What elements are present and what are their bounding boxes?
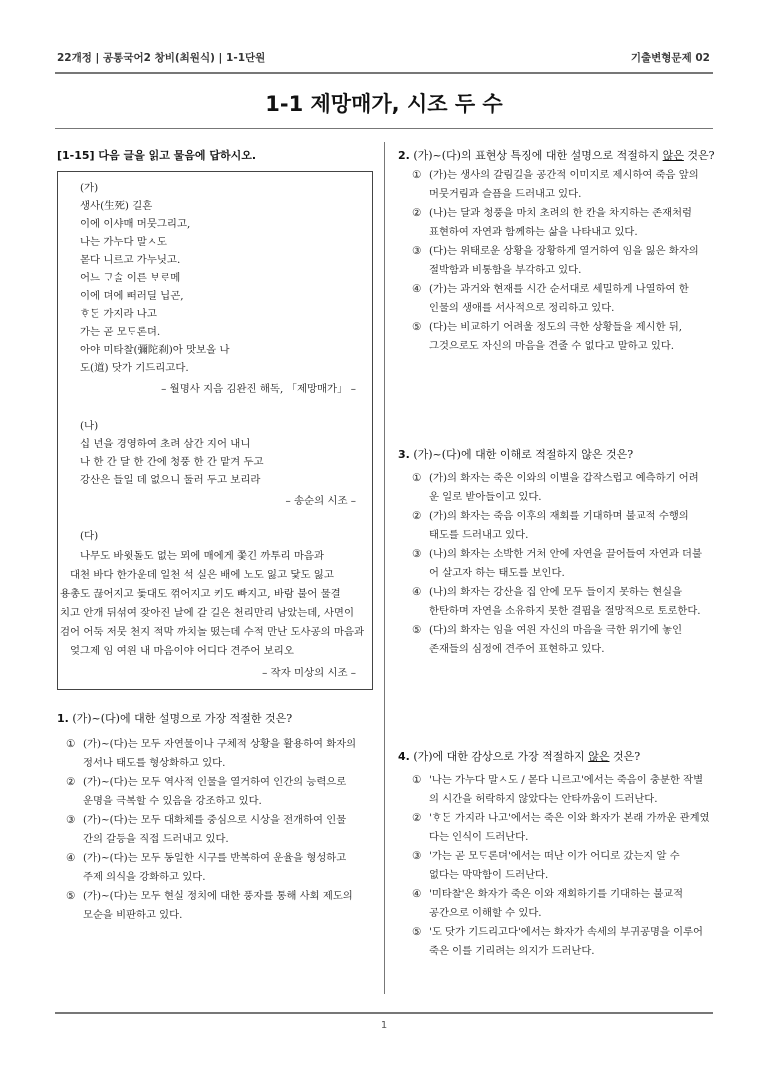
choice-marker: ② — [412, 812, 422, 824]
choice-line: '가는 곧 모ᄃᆞ론뎌'에서는 떠난 이가 어디로 갔는지 알 수 — [429, 850, 680, 862]
choice-marker: ④ — [412, 283, 422, 295]
choice-line: (다)는 위태로운 상황을 장황하게 열거하여 임을 잃은 화자의 — [429, 245, 699, 257]
passage-da-line: 대천 바다 한가운데 일천 석 실은 배에 노도 잃고 닻도 잃고 — [70, 569, 334, 581]
question-3-choice-1[interactable] — [412, 469, 712, 507]
choice-line: 모순을 비판하고 있다. — [83, 909, 183, 921]
question-text: (가)~(다)의 표현상 특징에 대한 설명으로 적절하지 — [413, 149, 663, 162]
choice-line: (가)~(다)는 모두 동일한 시구를 반복하여 운율을 형성하고 — [83, 852, 347, 864]
question-text-end: 것은? — [683, 149, 715, 162]
passage-ga-line: 이에 이샤매 머뭇그리고, — [80, 218, 191, 230]
question-text: (가)~(다)에 대한 설명으로 가장 적절한 것은? — [72, 712, 293, 725]
passage-da-tag: (다) — [80, 530, 99, 542]
choice-line: (다)의 화자는 임을 여읜 자신의 마음을 극한 위기에 놓인 — [429, 624, 683, 636]
passage-da-line: 용총도 끊어지고 돛대도 꺾어지고 키도 빠지고, 바람 불어 물결 — [60, 588, 341, 600]
passage-da-line: 나무도 바윗돌도 없는 뫼에 매에게 쫓긴 까투리 마음과 — [80, 550, 324, 562]
question-3-choice-5[interactable] — [412, 621, 712, 659]
question-2-choice-5[interactable] — [412, 318, 712, 356]
question-2-stem — [398, 147, 715, 163]
choice-marker: ① — [66, 738, 76, 750]
choice-marker: ③ — [66, 814, 76, 826]
choice-line: 운명을 극복할 수 있음을 강조하고 있다. — [83, 795, 262, 807]
choice-marker: ⑤ — [66, 890, 76, 902]
choice-marker: ② — [412, 510, 422, 522]
choice-line: (가)의 화자는 죽음 이후의 재회를 기대하며 불교적 수행의 — [429, 510, 689, 522]
choice-line: (가)~(다)는 모두 대화체를 중심으로 시상을 전개하여 인물 — [83, 814, 347, 826]
question-number: 4. — [398, 750, 410, 763]
choice-marker: ④ — [412, 888, 422, 900]
choice-line: 없다는 막막함이 드러난다. — [429, 869, 549, 881]
question-4-choice-4[interactable] — [412, 885, 712, 923]
question-emphasis: 않은 — [662, 149, 684, 162]
choice-marker: ④ — [66, 852, 76, 864]
passage-da-line: 검어 어둑 저뭇 천지 적막 까치놀 떴는데 수적 만난 도사공의 마음과 — [60, 626, 365, 638]
choice-line: (나)의 화자는 강산을 집 안에 모두 들이지 못하는 현실을 — [429, 586, 683, 598]
choice-line: 주제 의식을 강화하고 있다. — [83, 871, 206, 883]
choice-line: 간의 갈등을 직접 드러내고 있다. — [83, 833, 229, 845]
passage-da-line: 엊그제 임 여읜 내 마음이야 어디다 견주어 보리오 — [70, 645, 294, 657]
choice-line: (가)의 화자는 죽은 이와의 이별을 갑작스럽고 예측하기 어려 — [429, 472, 699, 484]
choice-line: 존재들의 심정에 견주어 표현하고 있다. — [429, 643, 605, 655]
passage-na-line: 십 년을 경영하여 초려 삼간 지어 내니 — [80, 438, 251, 450]
page-title: 1-1 제망매가, 시조 두 수 — [265, 92, 503, 116]
choice-line: 인물의 생애를 서사적으로 정리하고 있다. — [429, 302, 615, 314]
title-rule — [55, 128, 713, 129]
passage-na-source: – 송순의 시조 – — [285, 495, 356, 507]
choice-line: 그것으로도 자신의 마음을 견줄 수 없다고 말하고 있다. — [429, 340, 675, 352]
choice-marker: ⑤ — [412, 926, 422, 938]
passage-da-line: 치고 안개 뒤섞여 잦아진 날에 갈 길은 천리만리 남았는데, 사면이 — [60, 607, 354, 619]
question-2-choice-3[interactable] — [412, 242, 712, 280]
choice-marker: ⑤ — [412, 321, 422, 333]
passage-da-source: – 작자 미상의 시조 – — [262, 667, 356, 679]
choice-line: 태도를 드러내고 있다. — [429, 529, 529, 541]
choice-marker: ① — [412, 169, 422, 181]
choice-line: 머뭇거림과 슬픔을 드러내고 있다. — [429, 188, 582, 200]
choice-line: 죽은 이를 기리려는 의지가 드러난다. — [429, 945, 595, 957]
question-1-choice-3[interactable] — [66, 811, 376, 849]
question-3-stem — [398, 446, 633, 462]
choice-line: 어 살고자 하는 태도를 보인다. — [429, 567, 565, 579]
question-1-choice-1[interactable] — [66, 735, 376, 773]
question-text: (가)~(다)에 대한 이해로 적절하지 않은 것은? — [413, 448, 634, 461]
passage-ga-line: 생사(生死) 길흔 — [80, 200, 153, 212]
question-2-choice-1[interactable] — [412, 166, 712, 204]
choice-marker: ④ — [412, 586, 422, 598]
choice-line: (다)는 비교하기 어려울 정도의 극한 상황들을 제시한 뒤, — [429, 321, 683, 333]
passage-ga-line: 몯다 니르고 가누닛고. — [80, 254, 181, 266]
choice-line: (가)~(다)는 모두 자연물이나 구체적 상황을 활용하여 화자의 — [83, 738, 357, 750]
question-text-end: 것은? — [609, 750, 641, 763]
passage-na-line: 강산은 들일 데 없으니 둘러 두고 보리라 — [80, 474, 261, 486]
passage-ga-line: 가는 곧 모ᄃᆞ론뎌. — [80, 326, 161, 338]
choice-line: 운 일로 받아들이고 있다. — [429, 491, 542, 503]
question-number: 3. — [398, 448, 410, 461]
question-4-choice-2[interactable] — [412, 809, 712, 847]
passage-ga-line: 이에 뎌에 ᄠᅥ러딜 닙곤, — [80, 290, 184, 302]
choice-line: '미타찰'은 화자가 죽은 이와 재회하기를 기대하는 불교적 — [429, 888, 684, 900]
choice-line: (가)~(다)는 모두 현실 정치에 대한 풍자를 통해 사회 제도의 — [83, 890, 353, 902]
question-number: 1. — [57, 712, 69, 725]
choice-marker: ③ — [412, 850, 422, 862]
question-1-choice-4[interactable] — [66, 849, 376, 887]
question-4-choice-5[interactable] — [412, 923, 712, 961]
choice-marker: ① — [412, 472, 422, 484]
question-text: (가)에 대한 감상으로 가장 적절하지 — [413, 750, 589, 763]
choice-line: 표현하여 자연과 함께하는 삶을 나타내고 있다. — [429, 226, 638, 238]
passage-ga-line: ᄒᆞᄃᆞᆫ 가지라 나고 — [80, 308, 157, 320]
top-rule — [55, 72, 713, 74]
question-1-choice-2[interactable] — [66, 773, 376, 811]
question-3-choice-3[interactable] — [412, 545, 712, 583]
choice-line: 'ᄒᆞᄃᆞᆫ 가지라 나고'에서는 죽은 이와 화자가 본래 가까운 관계였 — [429, 812, 710, 824]
passage-na-tag: (나) — [80, 420, 99, 432]
choice-marker: ② — [412, 207, 422, 219]
question-2-choice-2[interactable] — [412, 204, 712, 242]
passage-na-line: 나 한 간 달 한 간에 청풍 한 간 맡겨 두고 — [80, 456, 264, 468]
question-1-choice-5[interactable] — [66, 887, 376, 925]
choice-line: 절박함과 비통함을 부각하고 있다. — [429, 264, 582, 276]
instruction: [1-15] 다음 글을 읽고 물음에 답하시오. — [57, 149, 257, 162]
passage-ga-line: 어느 ᄀᆞᄉᆞᆯ 이른 ᄇᆞᄅᆞ메 — [80, 272, 181, 284]
question-2-choice-4[interactable] — [412, 280, 712, 318]
question-emphasis: 않은 — [588, 750, 610, 763]
choice-marker: ③ — [412, 245, 422, 257]
question-4-stem — [398, 748, 640, 764]
header-unit-info: 22개정 | 공통국어2 창비(최원식) | 1-1단원 — [57, 52, 266, 64]
question-1-stem — [57, 710, 292, 726]
header-set-label: 기출변형문제 02 — [630, 52, 710, 64]
choice-line: '나는 가누다 말ㅅ도 / 몯다 니르고'에서는 죽음이 충분한 작별 — [429, 774, 704, 786]
choice-marker: ① — [412, 774, 422, 786]
passage-ga-line: 나는 가누다 말ㅅ도 — [80, 236, 167, 248]
choice-line: 다는 인식이 드러난다. — [429, 831, 529, 843]
choice-line: (나)는 달과 청풍을 마치 초려의 한 칸을 차지하는 존재처럼 — [429, 207, 692, 219]
choice-marker: ⑤ — [412, 624, 422, 636]
question-number: 2. — [398, 149, 410, 162]
choice-line: '도 닷가 기드리고다'에서는 화자가 속세의 부귀공명을 이루어 — [429, 926, 703, 938]
passage-ga-source: – 월명사 지음 김완진 해독, 「제망매가」 – — [161, 383, 356, 395]
passage-ga-line: 도(道) 닷가 기드리고다. — [80, 362, 189, 374]
passage-box — [57, 171, 373, 690]
question-4-choice-1[interactable] — [412, 771, 712, 809]
choice-line: 의 시간을 허락하지 않았다는 안타까움이 드러난다. — [429, 793, 658, 805]
bottom-rule — [55, 1012, 713, 1014]
choice-marker: ② — [66, 776, 76, 788]
passage-ga-tag: (가) — [80, 182, 99, 194]
passage-ga-line: 아야 미타찰(彌陀刹)아 맛보올 나 — [80, 344, 230, 356]
question-3-choice-2[interactable] — [412, 507, 712, 545]
choice-line: (가)는 과거와 현재를 시간 순서대로 세밀하게 나열하여 한 — [429, 283, 689, 295]
choice-line: 정서나 태도를 형상화하고 있다. — [83, 757, 226, 769]
question-4-choice-3[interactable] — [412, 847, 712, 885]
choice-line: (가)~(다)는 모두 역사적 인물을 열거하여 인간의 능력으로 — [83, 776, 347, 788]
page-number: 1 — [380, 1020, 388, 1031]
choice-line: (나)의 화자는 소박한 거처 안에 자연을 끌어들여 자연과 더불 — [429, 548, 702, 560]
choice-marker: ③ — [412, 548, 422, 560]
column-divider — [384, 142, 385, 994]
question-3-choice-4[interactable] — [412, 583, 712, 621]
choice-line: (가)는 생사의 갈림길을 공간적 이미지로 제시하여 죽음 앞의 — [429, 169, 699, 181]
choice-line: 한탄하며 자연을 소유하지 못한 결핍을 절망적으로 토로한다. — [429, 605, 701, 617]
choice-line: 공간으로 이해할 수 있다. — [429, 907, 542, 919]
